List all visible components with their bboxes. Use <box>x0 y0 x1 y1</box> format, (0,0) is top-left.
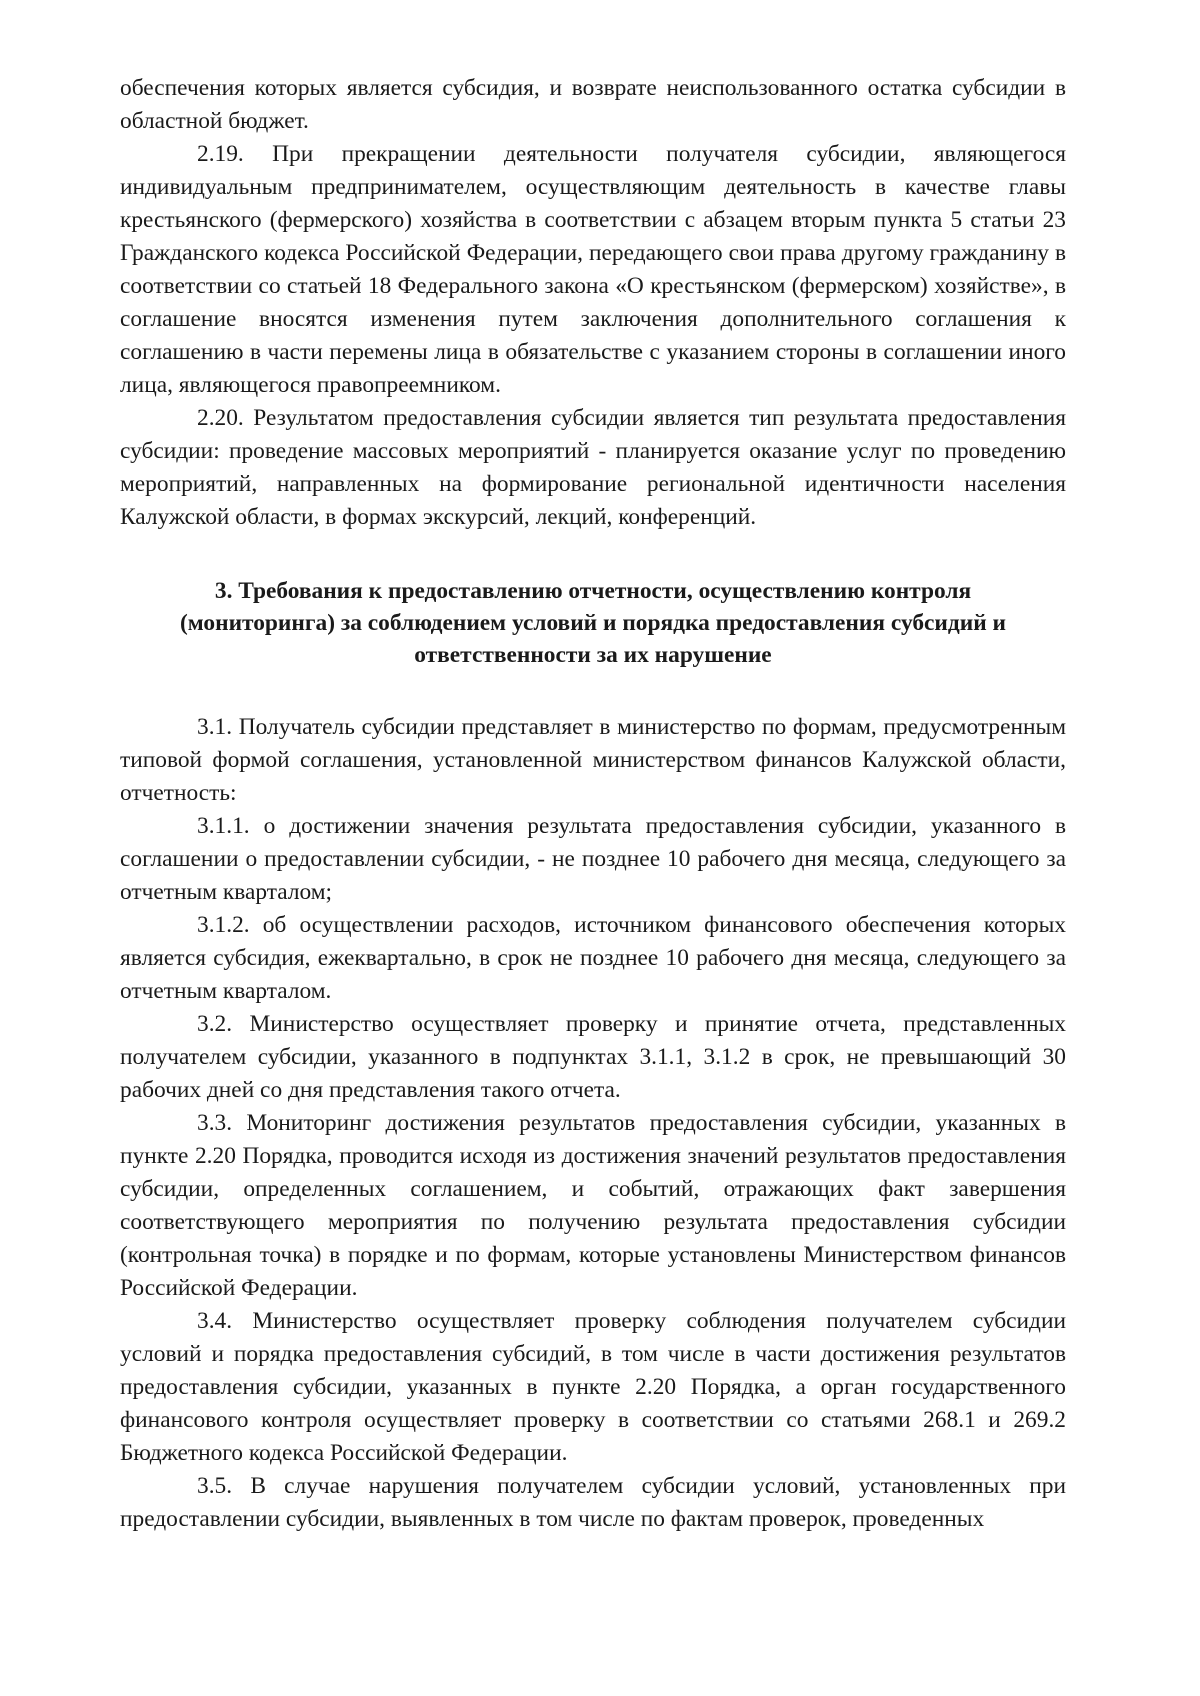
section-3-heading <box>120 575 1066 671</box>
paragraph-3-2: 3.2. Министерство осуществляет проверку и принятие отчета, представленных получателем субсидии, указанного в подпунктах 3.1.1, 3.1.2 в срок, не превышающий 30 рабочих дней со дня представления такого отчета. <box>120 1011 1066 1103</box>
document-body <box>120 72 1066 1536</box>
section-3-heading-line-2: (мониторинга) за соблюдением условий и порядка предоставления субсидий и <box>179 610 1006 636</box>
paragraph-3-5: 3.5. В случае нарушения получателем субсидии условий, установленных при предоставлении субсидии, выявленных в том числе по фактам проверок, проведенных <box>120 1473 1066 1532</box>
paragraph-3-1-1: 3.1.1. о достижении значения результата предоставления субсидии, указанного в соглашении о предоставлении субсидии, - не позднее 10 рабочего дня месяца, следующего за отчетным кварталом; <box>120 813 1066 905</box>
section-3-heading-line-3: ответственности за их нарушение <box>414 642 772 668</box>
section-3-heading-line-1: 3. Требования к предоставлению отчетности, осуществлению контроля <box>214 578 972 604</box>
paragraph-2-19: 2.19. При прекращении деятельности получателя субсидии, являющегося индивидуальным предпринимателем, осуществляющим деятельность в качестве главы крестьянского (фермерского) хозяйства в соответствии с абзацем вторым пункта 5 статьи 23 Гражданского кодекса Российской Федерации, передающего свои права другому гражданину в соответствии со статьей 18 Федерального закона «О крестьянском (фермерском) хозяйстве», в соглашение вносятся изменения путем заключения дополнительного соглашения к соглашению в части перемены лица в обязательстве с указанием стороны в соглашении иного лица, являющегося правопреемником. <box>120 141 1066 398</box>
paragraph-3-1-2: 3.1.2. об осуществлении расходов, источником финансового обеспечения которых является субсидия, ежеквартально, в срок не позднее 10 рабочего дня месяца, следующего за отчетным кварталом. <box>120 912 1066 1004</box>
paragraph-3-3: 3.3. Мониторинг достижения результатов предоставления субсидии, указанных в пункте 2.20 Порядка, проводится исходя из достижения значений результатов предоставления субсидии, определенных соглашением, и событий, отражающих факт завершения соответствующего мероприятия по получению результата предоставления субсидии (контрольная точка) в порядке и по формам, которые установлены Министерством финансов Российской Федерации. <box>120 1110 1066 1301</box>
paragraph-continuation: обеспечения которых является субсидия, и возврате неиспользованного остатка субсидии в областной бюджет. <box>120 75 1066 134</box>
paragraph-2-20: 2.20. Результатом предоставления субсидии является тип результата предоставления субсидии: проведение массовых мероприятий - планируется оказание услуг по проведению мероприятий, направленных на формирование региональной идентичности населения Калужской области, в формах экскурсий, лекций, конференций. <box>120 405 1066 530</box>
paragraph-3-4: 3.4. Министерство осуществляет проверку соблюдения получателем субсидии условий и порядка предоставления субсидий, в том числе в части достижения результатов предоставления субсидии, указанных в пункте 2.20 Порядка, а орган государственного финансового контроля осуществляет проверку в соответствии со статьями 268.1 и 269.2 Бюджетного кодекса Российской Федерации. <box>120 1308 1066 1466</box>
paragraph-3-1: 3.1. Получатель субсидии представляет в министерство по формам, предусмотренным типовой формой соглашения, установленной министерством финансов Калужской области, отчетность: <box>120 714 1066 806</box>
